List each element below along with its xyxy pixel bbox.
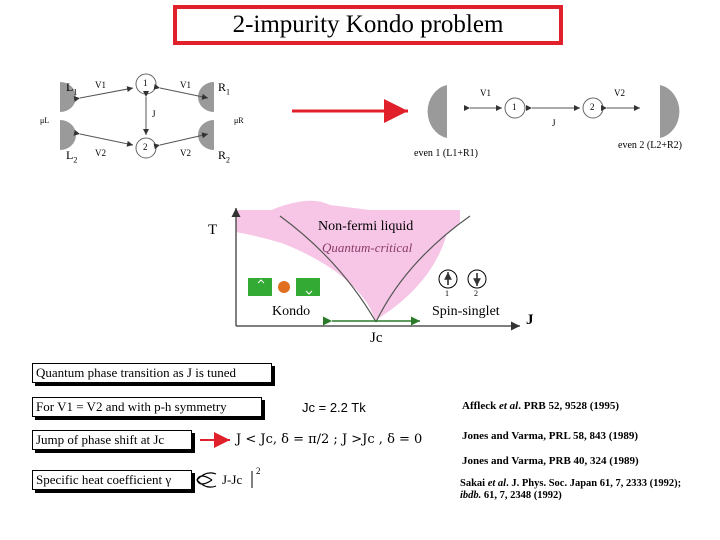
label-J-right: J	[552, 118, 556, 128]
ref-jones-1: Jones and Varma, PRL 58, 843 (1989)	[462, 430, 639, 442]
right-impurity-1-label: 1	[512, 102, 517, 112]
ref-ibid: ibdb. 61, 7, 2348 (1992)	[460, 490, 562, 501]
label-even1: even 1 (L1+R1)	[414, 148, 478, 159]
region-quantum-critical: Quantum-critical	[322, 240, 413, 255]
specific-heat-exponent: 2	[256, 466, 261, 476]
right-impurity-2-label: 2	[590, 102, 595, 112]
axis-label-J: J	[526, 312, 534, 328]
lead-even1	[428, 85, 447, 138]
impurity-2-label: 2	[143, 142, 148, 152]
symmetry-text: For V1 = V2 and with p-h symmetry	[36, 399, 227, 414]
label-L1: $L_1$	[66, 80, 78, 97]
specific-heat-label: Specific heat coefficient γ	[36, 472, 172, 487]
label-V2-left: V2	[95, 148, 106, 158]
jc-value: Jc = 2.2 Tk	[302, 400, 366, 415]
label-spin-singlet: Spin-singlet	[432, 304, 500, 319]
label-V1-right: V1	[180, 80, 191, 90]
label-muR: μR	[234, 116, 244, 125]
spin2-label: 2	[474, 289, 478, 298]
heading-text: Quantum phase transition as J is tuned	[36, 365, 237, 380]
lead-even2	[660, 85, 679, 138]
label-jc: Jc	[370, 330, 383, 346]
proportional-symbol	[197, 473, 216, 487]
label-kondo: Kondo	[272, 304, 311, 319]
ref-affleck: Affleck et al. PRB 52, 9528 (1995)	[462, 400, 620, 412]
label-V2-right: V2	[180, 148, 191, 158]
specific-heat-box	[32, 470, 192, 490]
ref-sakai: Sakai et al. J. Phys. Soc. Japan 61, 7, 2333 (1992);	[460, 478, 682, 489]
label-R1: $R_1$	[218, 80, 231, 97]
label-muL: μL	[40, 116, 50, 125]
label-L2: $L_2$	[66, 148, 78, 165]
lead-R1	[198, 82, 214, 112]
ref-jones-2: Jones and Varma, PRB 40, 324 (1989)	[462, 455, 639, 467]
label-even2: even 2 (L2+R2)	[618, 140, 682, 151]
label-V2-even: V2	[614, 88, 625, 98]
label-J-left: J	[152, 109, 156, 119]
label-R2: $R_2$	[218, 148, 231, 165]
kondo-center	[278, 281, 290, 293]
lead-R2	[198, 120, 214, 150]
page-title: 2-impurity Kondo problem	[232, 11, 504, 38]
lead-L2	[60, 120, 76, 150]
axis-label-T: T	[208, 222, 218, 238]
symmetry-box	[32, 397, 262, 417]
label-V1-even: V1	[480, 88, 491, 98]
label-V1-left: V1	[95, 80, 106, 90]
right-setup	[428, 85, 680, 138]
specific-heat-formula: J-Jc	[222, 472, 243, 487]
heading-box	[32, 363, 272, 383]
spin1-label: 1	[445, 289, 449, 298]
phase-shift-label: Jump of phase shift at Jc	[36, 432, 165, 447]
region-nfl: Non-fermi liquid	[318, 219, 414, 234]
impurity-1-label: 1	[143, 78, 148, 88]
phase-shift-formula: J < Jc, δ = π/2 ; J >Jc , δ = 0	[236, 432, 423, 447]
phase-shift-box	[32, 430, 192, 450]
